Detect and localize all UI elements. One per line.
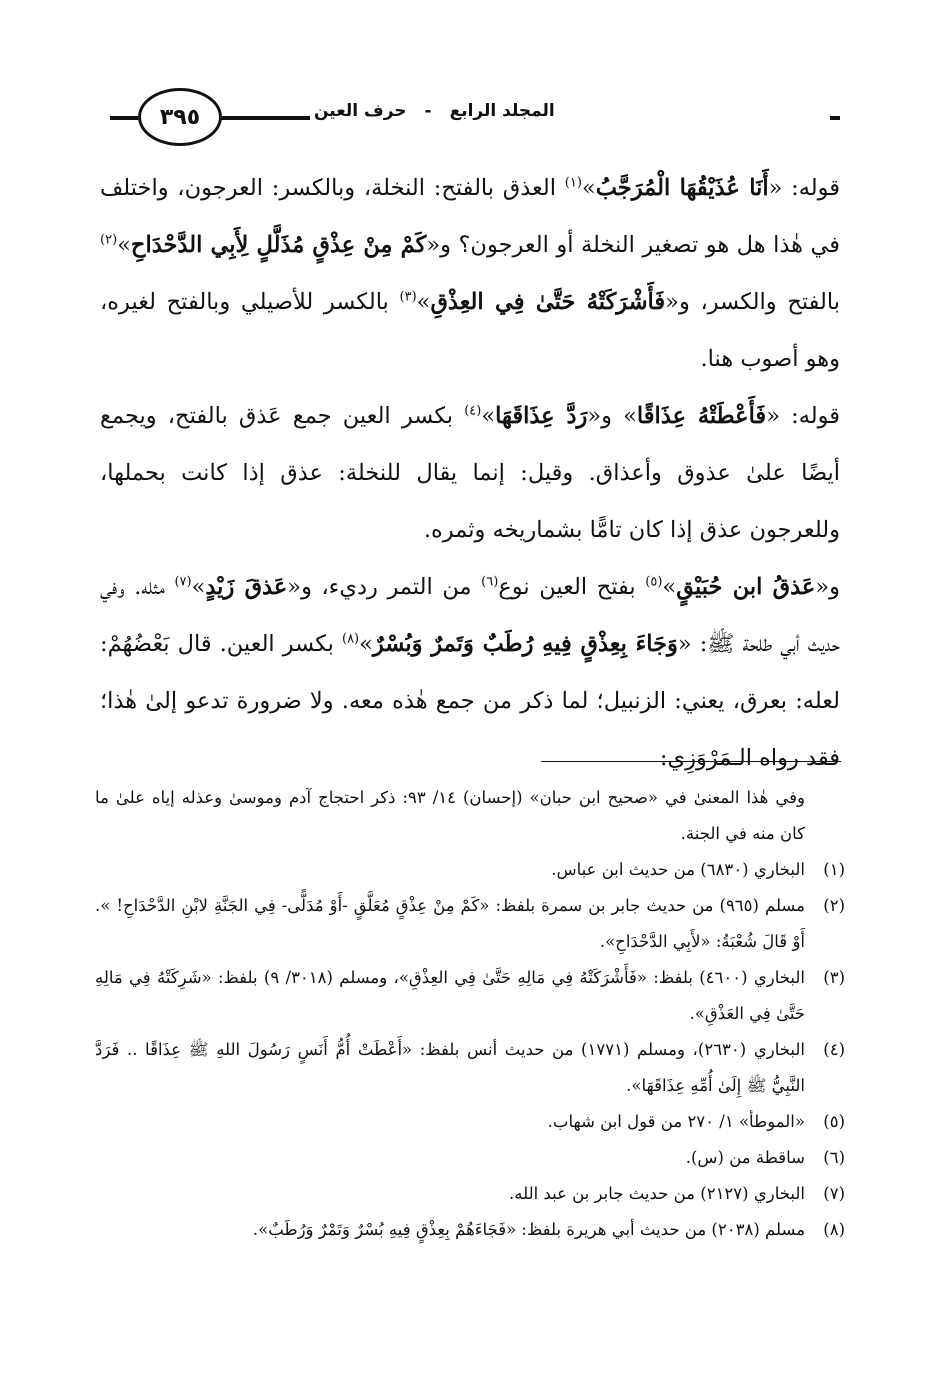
text: العذق بالفتح: النخلة، وبالكسر: العرجون، واختلف في هٰذا هل هو تصغير النخلة أو العرجون؟ و«	[100, 175, 840, 258]
footnote-text: البخاري (٦٨٣٠) من حديث ابن عباس.	[551, 860, 805, 879]
hadith-quote: كَمْ مِنْ عِذْقٍ مُذَلَّلٍ لِأَبِي الدَّحْدَاحِ	[130, 232, 427, 258]
text: »	[581, 175, 596, 201]
text: بفتح العين نوع	[498, 574, 646, 600]
footnote-ref[interactable]: (٦)	[481, 574, 499, 590]
hadith-quote: فَأَعْطَتْهُ عِذَاقًا	[636, 403, 767, 429]
text: »	[662, 574, 677, 600]
text: »	[481, 403, 496, 429]
text: »	[416, 289, 431, 315]
chapter-label: حرف العين	[310, 101, 411, 121]
footnote-number: (٨)	[823, 1220, 845, 1239]
footnote-item	[95, 960, 845, 1032]
text: » و«	[587, 403, 637, 429]
footnote-ref[interactable]: (٨)	[341, 631, 360, 647]
footnote-text: ساقطة من (س).	[685, 1148, 805, 1167]
footnote-ref[interactable]: (٤)	[464, 403, 482, 419]
text: قوله: «	[766, 403, 840, 429]
footnote-text: مسلم (٩٦٥) من حديث جابر بن سمرة بلفظ: «كَمْ مِنْ عِذْقٍ مُعَلَّقٍ -أَوْ مُدَلًّى- فِي الجَنَّةِ لابْنِ الدَّحْدَاحِ! ». أَوْ قَالَ شُعْبَةُ: «لأَبِي الدَّحْدَاحِ».	[95, 896, 805, 951]
footnote-number: (٥)	[823, 1112, 845, 1131]
footnote-number: (١)	[823, 860, 845, 879]
header-separator: -	[421, 101, 436, 121]
footnote-item	[95, 888, 845, 960]
text: »	[191, 574, 206, 600]
text: قوله: «	[768, 175, 840, 201]
footnote-item	[95, 1032, 845, 1104]
volume-label: المجلد الرابع	[446, 101, 559, 121]
footnote-number: (٧)	[823, 1184, 845, 1203]
running-header	[110, 82, 840, 152]
paragraph-3	[100, 559, 840, 787]
header-rule	[110, 116, 138, 120]
text: و«	[815, 574, 840, 600]
hadith-quote: عَذقَ زَيْدٍ	[205, 574, 288, 600]
text: بكسر العين. قال بَعْضُهُمْ: لعله: بعرق، يعني: الزنبيل؛ لما ذكر من جمع هٰذه معه. ولا ضرورة تدعو إلىٰ هٰذا؛ فقد رواه الـمَرْوَزِي:	[100, 631, 840, 771]
footnote-text: البخاري (٢١٢٧) من حديث جابر بن عبد الله.	[509, 1184, 805, 1203]
footnote-ref[interactable]: (٥)	[645, 574, 663, 590]
hadith-quote: رَدَّ عِذَاقَهَا	[495, 403, 588, 429]
footnote-number: (٦)	[823, 1148, 845, 1167]
main-text	[100, 160, 840, 787]
hadith-quote: أَنَا عُذَيْقُهَا الْمُرَجَّبُ	[595, 175, 769, 201]
footnote-ref[interactable]: (٢)	[100, 232, 118, 248]
footnote-item	[95, 1140, 845, 1176]
text: »	[117, 232, 131, 258]
footnote-ref[interactable]: (٧)	[174, 574, 192, 590]
footnote-text: البخاري (٢٦٣٠)، ومسلم (١٧٧١) من حديث أنس بلفظ: «أَعْطَتْ أُمُّ أَنَسٍ رَسُولَ اللهِ ﷺ عِذَاقًا .. فَرَدَّ النَّبِيُّ ﷺ إِلَىٰ أُمِّهِ عِذَاقَهَا».	[95, 1040, 805, 1095]
footnote-ref[interactable]: (١)	[564, 175, 582, 191]
footnote-number: (٤)	[823, 1040, 845, 1059]
text: بالفتح والكسر، و«	[665, 289, 840, 315]
footnote-item	[95, 1104, 845, 1140]
footnotes	[95, 780, 845, 1248]
header-title	[310, 101, 830, 121]
text: من التمر رديء، و«	[287, 574, 482, 600]
footnote-item	[95, 852, 845, 888]
footnote-text: البخاري (٤٦٠٠) بلفظ: «فَأَشْرَكَتْهُ فِي مَالِهِ حَتَّىٰ فِي العِذْقِ»، ومسلم (٣٠١٨/ ٩) بلفظ: «شَرِكَتْهُ فِي مَالِهِ حَتَّىٰ فِي العَذْقِ».	[95, 968, 805, 1023]
text: »	[359, 631, 373, 657]
footnote-ref[interactable]: (٣)	[399, 289, 417, 305]
page-number: ٣٩٥	[138, 88, 222, 146]
hadith-quote: فَأَشْرَكَتْهُ حَتَّىٰ فِي العِذْقِ	[430, 289, 666, 315]
hadith-quote: وَجَاءَ بِعِذْقٍ فِيهِ رُطَبٌ وَتَمرٌ وَبُسْرٌ	[372, 631, 678, 657]
text: بكسر العين جمع عَذق بالفتح، ويجمع أيضًا علىٰ عذوق وأعذاق. وقيل: إنما يقال للنخلة: عذق إذا كانت بحملها، وللعرجون عذق إذا كان تامًّا بشماريخه وثمره.	[100, 403, 840, 543]
footnote-number: (٣)	[823, 968, 845, 987]
footnote-item	[95, 1176, 845, 1212]
footnote-text: مسلم (٢٠٣٨) من حديث أبي هريرة بلفظ: «فَجَاءَهُمْ بِعِذْقٍ فِيهِ بُسْرٌ وَتَمْرٌ وَرُطَبٌ».	[252, 1220, 805, 1239]
text: بالكسر للأصيلي وبالفتح لغيره، وهو أصوب هنا.	[100, 289, 840, 372]
hadith-quote: عَذقُ ابن حُبَيْقٍ	[676, 574, 816, 600]
footnote-divider	[541, 761, 841, 762]
footnote-continuation: وفي هٰذا المعنىٰ في «صحيح ابن حبان» (إحسان) ١٤/ ٩٣: ذكر احتجاج آدم وموسىٰ وعذله إياه علىٰ ما كان منه في الجنة.	[95, 788, 805, 843]
footnote-text: «الموطأ» ١/ ٢٧٠ من قول ابن شهاب.	[547, 1112, 805, 1131]
paragraph-1	[100, 160, 840, 388]
footnote-item	[95, 1212, 845, 1248]
footnote-number: (٢)	[823, 896, 845, 915]
paragraph-2	[100, 388, 840, 559]
text: مثله. وفي حديث أبي طلحة ﷺ: «	[100, 574, 840, 657]
